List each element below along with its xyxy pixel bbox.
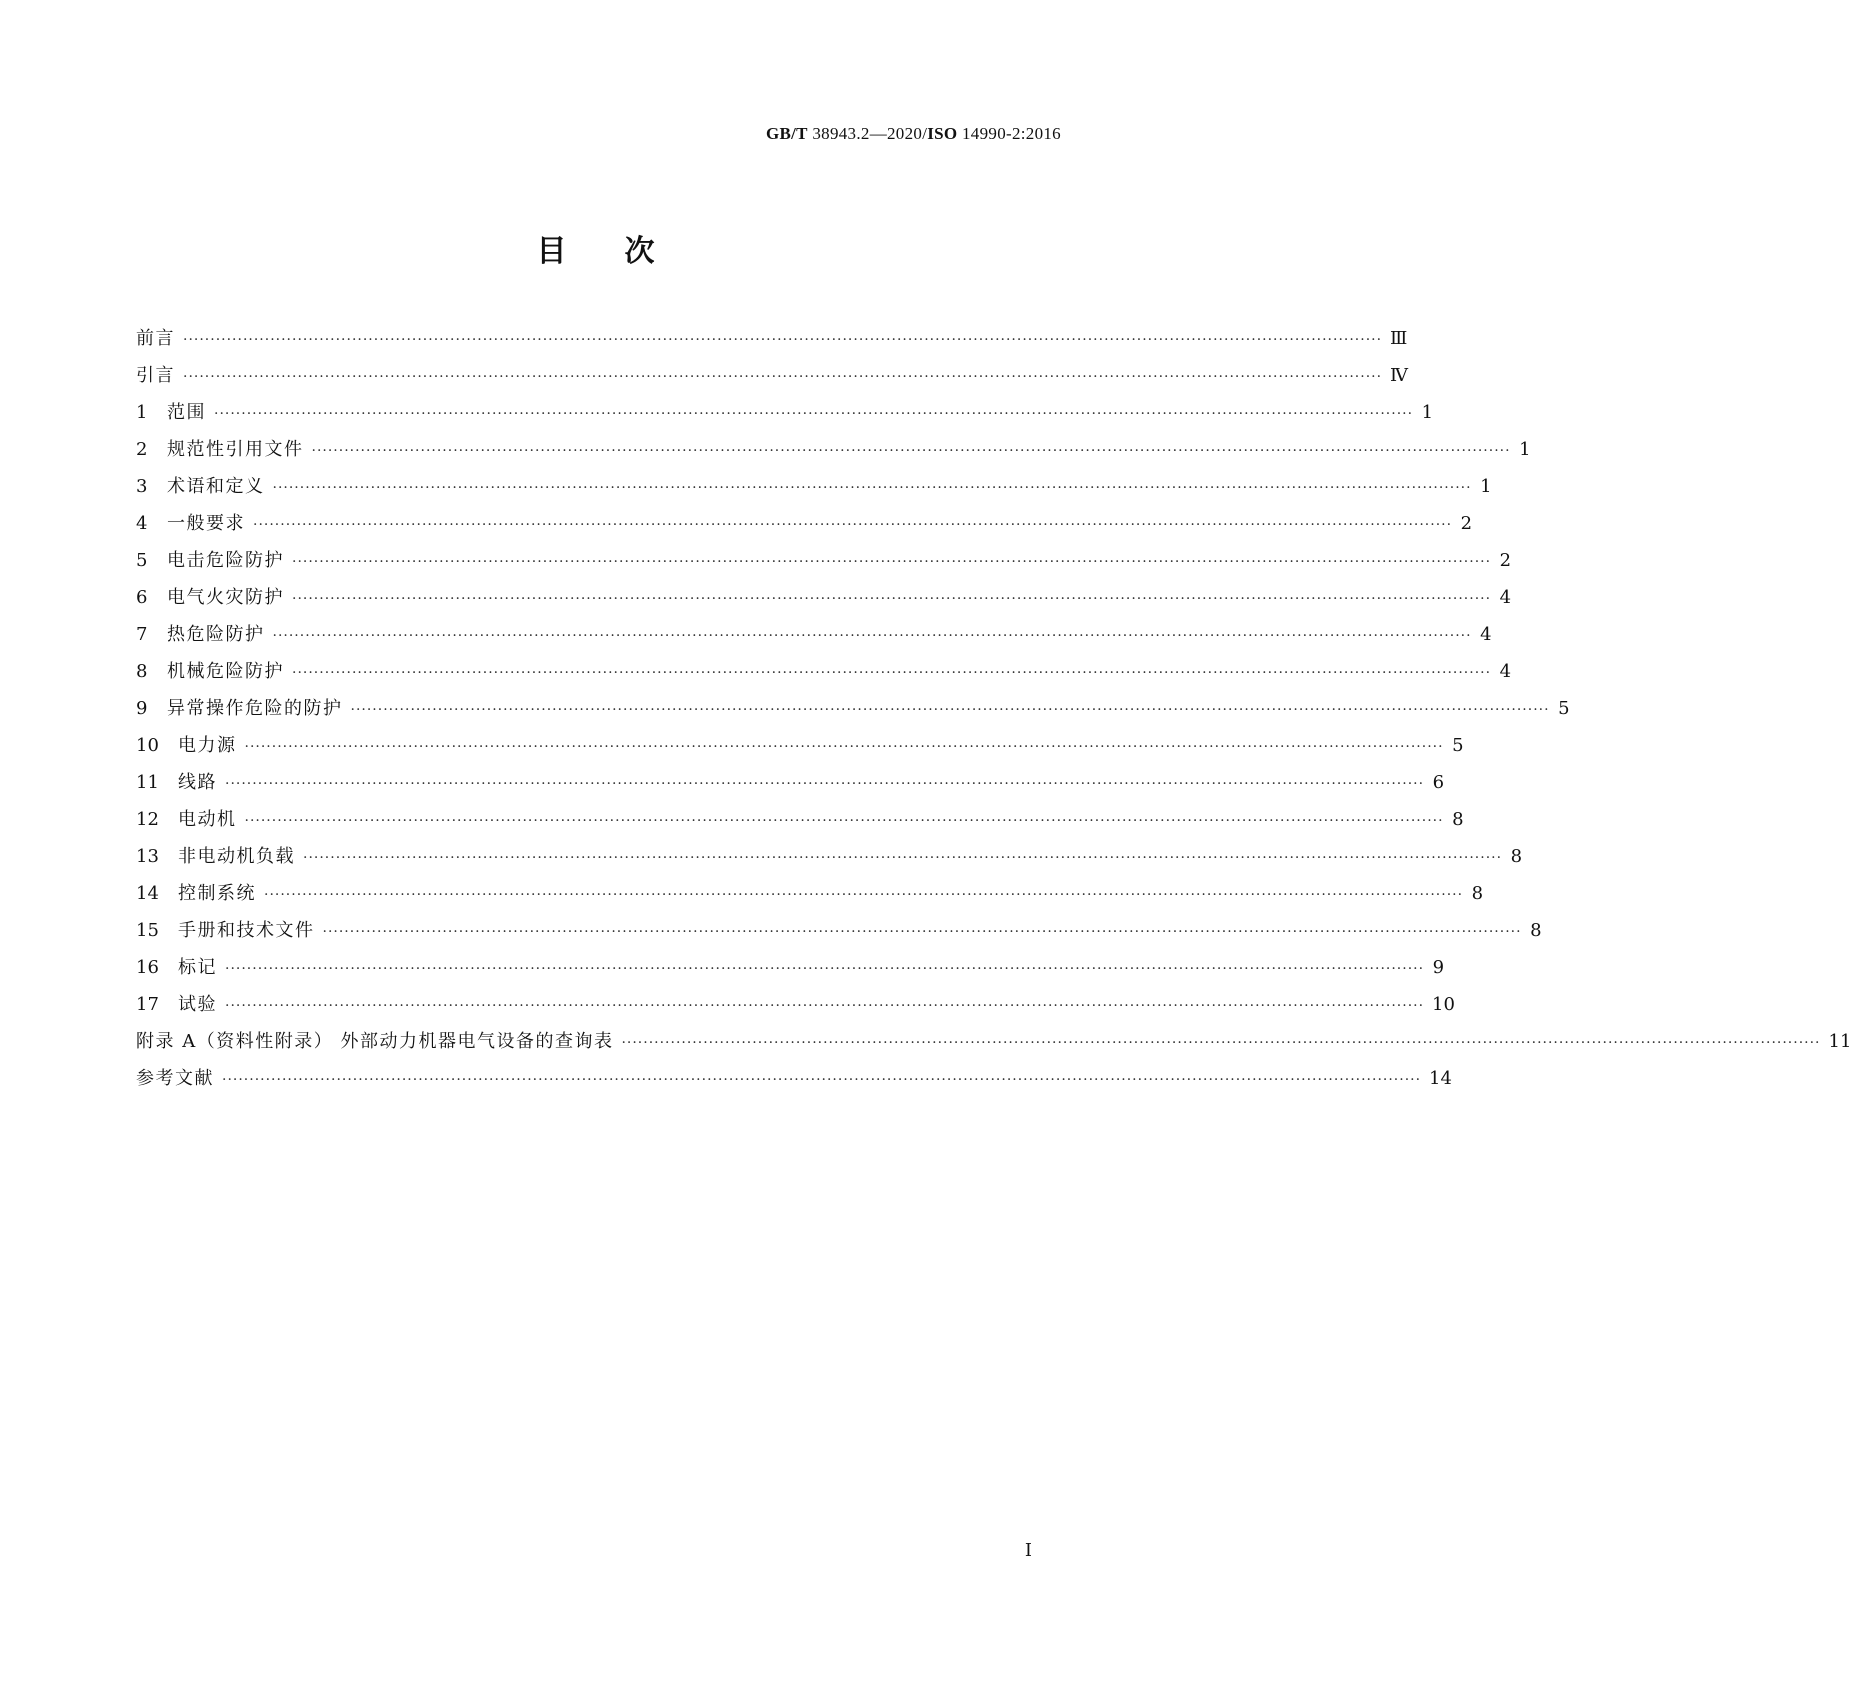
dot-leader: ···························································································································································································································· — [272, 628, 1472, 644]
toc-entry-label: 非电动机负载 — [178, 846, 295, 867]
toc-entry-page: 5 — [1558, 698, 1570, 719]
toc-entry-page: 1 — [1421, 402, 1434, 423]
dot-leader: ···························································································································································································································· — [311, 443, 1511, 459]
toc-entry[interactable] — [136, 990, 1455, 1027]
dot-leader: ···························································································································································································································· — [272, 480, 1472, 496]
toc-entry-number: 16 — [136, 957, 159, 978]
dot-leader: ···························································································································································································································· — [292, 665, 1492, 681]
toc-entry-page: 1 — [1519, 439, 1531, 460]
dot-leader: ···························································································································································································································· — [225, 998, 1425, 1014]
toc-entry[interactable] — [136, 953, 1445, 990]
dot-leader: ···························································································································································································································· — [292, 591, 1492, 607]
dot-leader: ···························································································································································································································· — [214, 406, 1414, 422]
toc-entry-page: 2 — [1460, 513, 1473, 534]
toc-entry-number: 1 — [136, 402, 148, 423]
toc-entry[interactable] — [136, 472, 1492, 509]
toc-entry-number: 17 — [136, 994, 159, 1015]
toc-entry-number: 6 — [136, 587, 148, 608]
toc-entry[interactable] — [136, 546, 1512, 583]
dot-leader: ···························································································································································································································· — [322, 924, 1522, 940]
toc-entry-label: 异常操作危险的防护 — [167, 698, 343, 719]
toc-entry-label: 规范性引用文件 — [167, 439, 304, 460]
page-number: I — [1024, 1540, 1032, 1561]
toc-entry-page: 14 — [1429, 1068, 1452, 1089]
toc-entry-label: 电力源 — [178, 735, 237, 756]
toc-entry-page: 6 — [1432, 772, 1445, 793]
toc-entry-page: 1 — [1480, 476, 1492, 497]
page-title: 目次 — [536, 234, 713, 269]
toc-entry-number: 11 — [136, 772, 159, 793]
table-of-contents — [136, 324, 1851, 1101]
toc-entry-number: 3 — [136, 476, 148, 497]
toc-entry-number: 10 — [136, 735, 159, 756]
toc-entry-label: 标记 — [178, 957, 217, 978]
toc-entry[interactable] — [136, 509, 1473, 546]
code-iso-prefix: ISO — [927, 124, 958, 143]
toc-entry-page: 4 — [1499, 661, 1512, 682]
dot-leader: ···························································································································································································································· — [225, 961, 1425, 977]
toc-entry-label: 参考文献 — [136, 1068, 214, 1089]
toc-entry-page: 2 — [1499, 550, 1512, 571]
toc-entry-label: 机械危险防护 — [167, 661, 284, 682]
code-iso-number: 14990-2:2016 — [957, 124, 1061, 143]
toc-entry-page: 10 — [1432, 994, 1455, 1015]
toc-entry-number: 7 — [136, 624, 148, 645]
toc-entry-label: 范围 — [167, 402, 206, 423]
toc-entry-label: 前言 — [136, 328, 175, 349]
dot-leader: ···························································································································································································································· — [350, 702, 1550, 718]
toc-entry[interactable] — [136, 1064, 1452, 1101]
toc-entry-label: 引言 — [136, 365, 175, 386]
toc-entry-label: 附录 A（资料性附录） 外部动力机器电气设备的查询表 — [136, 1031, 614, 1052]
toc-entry-number: 8 — [136, 661, 148, 682]
toc-entry-number: 9 — [136, 698, 148, 719]
toc-entry-label: 热危险防护 — [167, 624, 265, 645]
toc-entry-number: 4 — [136, 513, 148, 534]
dot-leader: ···························································································································································································································· — [225, 776, 1425, 792]
toc-entry[interactable] — [136, 731, 1464, 768]
toc-entry-number: 2 — [136, 439, 148, 460]
toc-entry-label: 控制系统 — [178, 883, 256, 904]
toc-entry-page: 11 — [1828, 1031, 1851, 1052]
toc-entry-page: Ⅲ — [1390, 328, 1408, 349]
toc-entry-label: 电气火灾防护 — [167, 587, 284, 608]
toc-entry[interactable] — [136, 324, 1408, 361]
toc-entry[interactable] — [136, 768, 1445, 805]
toc-entry[interactable] — [136, 657, 1512, 694]
toc-entry-page: 4 — [1499, 587, 1512, 608]
code-prefix: GB/T — [765, 124, 808, 143]
toc-entry[interactable] — [136, 805, 1464, 842]
toc-entry-label: 试验 — [178, 994, 217, 1015]
toc-entry-label: 一般要求 — [167, 513, 245, 534]
toc-entry-label: 手册和技术文件 — [178, 920, 315, 941]
toc-entry-number: 12 — [136, 809, 159, 830]
dot-leader: ···························································································································································································································· — [222, 1072, 1422, 1088]
toc-entry-number: 13 — [136, 846, 159, 867]
code-number: 38943.2—2020/ — [807, 124, 928, 143]
toc-entry[interactable] — [136, 398, 1434, 435]
toc-entry[interactable] — [136, 694, 1570, 731]
dot-leader: ···························································································································································································································· — [264, 887, 1464, 903]
toc-entry-page: 4 — [1480, 624, 1492, 645]
toc-entry-page: 9 — [1432, 957, 1445, 978]
toc-entry[interactable] — [136, 361, 1409, 398]
toc-entry[interactable] — [136, 583, 1512, 620]
dot-leader: ···························································································································································································································· — [303, 850, 1503, 866]
dot-leader: ···························································································································································································································· — [253, 517, 1453, 533]
dot-leader: ···························································································································································································································· — [292, 554, 1492, 570]
toc-entry-number: 15 — [136, 920, 159, 941]
toc-entry-page: 8 — [1510, 846, 1523, 867]
toc-entry-number: 5 — [136, 550, 148, 571]
toc-entry[interactable] — [136, 879, 1484, 916]
toc-entry[interactable] — [136, 1027, 1851, 1064]
dot-leader: ···························································································································································································································· — [183, 369, 1383, 385]
standard-code — [766, 124, 1061, 144]
toc-entry-page: 8 — [1471, 883, 1484, 904]
dot-leader: ···························································································································································································································· — [183, 332, 1383, 348]
toc-entry-label: 术语和定义 — [167, 476, 265, 497]
toc-entry-number: 14 — [136, 883, 159, 904]
toc-entry[interactable] — [136, 842, 1523, 879]
toc-entry-label: 电击危险防护 — [167, 550, 284, 571]
toc-entry[interactable] — [136, 916, 1542, 953]
toc-entry-label: 电动机 — [178, 809, 237, 830]
dot-leader: ···························································································································································································································· — [621, 1035, 1821, 1051]
toc-entry-page: 8 — [1530, 920, 1542, 941]
toc-entry-page: Ⅳ — [1390, 365, 1409, 386]
toc-entry-page: 8 — [1452, 809, 1464, 830]
toc-entry-label: 线路 — [178, 772, 217, 793]
dot-leader: ···························································································································································································································· — [244, 739, 1444, 755]
toc-entry[interactable] — [136, 620, 1492, 657]
toc-entry-page: 5 — [1452, 735, 1464, 756]
dot-leader: ···························································································································································································································· — [244, 813, 1444, 829]
toc-entry[interactable] — [136, 435, 1531, 472]
